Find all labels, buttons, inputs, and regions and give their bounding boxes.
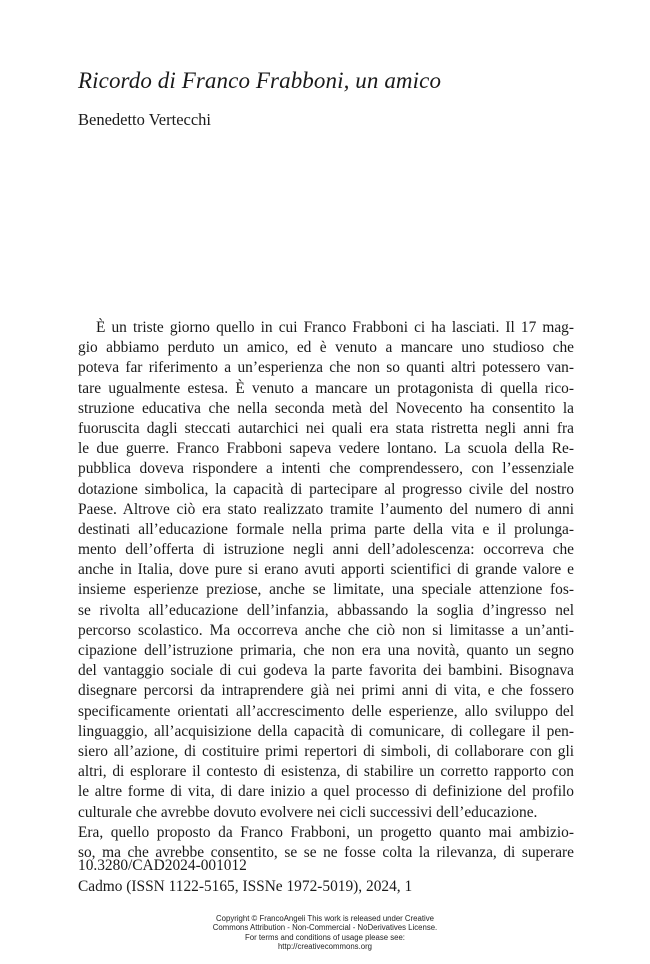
body-line: Paese. Altrove ciò era stato realizzato tramite l’aumento del numero di anni (78, 500, 574, 518)
body-line: anche in Italia, dove pure si erano avuti apporti scientifici di grande valore e (78, 561, 574, 579)
body-line: gio abbiamo perduto un amico, ed è venuto a mancare uno studioso che (78, 339, 574, 357)
body-line: poteva far riferimento a un’esperienza che non so quanti altri potessero van- (78, 359, 574, 377)
body-line: le altre forme di vita, di dare inizio a quel processo di definizione del profilo (78, 783, 574, 801)
body-line: fuoruscita dagli steccati autarchici nei quali era stata ristretta negli anni fra (78, 419, 574, 437)
body-line: del vantaggio sociale di cui godeva la parte favorita dei bambini. Bisognava (78, 662, 574, 680)
article-title: Ricordo di Franco Frabboni, un amico (78, 68, 442, 93)
body-line: Era, quello proposto da Franco Frabboni, un progetto quanto mai ambizio- (78, 823, 574, 841)
body-line: siero all’azione, di costituire primi repertori di simboli, di collaborare con gli (78, 742, 574, 760)
body-line: linguaggio, all’acquisizione della capacità di comunicare, di collegare il pen- (78, 722, 574, 740)
body-line: specificamente orientati all’accrescimento delle esperienze, allo sviluppo del (78, 702, 574, 720)
body-line: altri, di esplorare il contesto di esistenza, di stabilire un corretto rapporto con (78, 763, 574, 781)
article-body (78, 318, 574, 863)
body-line: le due guerre. Franco Frabboni sapeva vedere lontano. La scuola della Re- (78, 440, 574, 458)
body-line: tare ugualmente estesa. È venuto a mancare un protagonista di quella rico- (78, 379, 574, 397)
body-line: pubblica doveva rispondere a intenti che comprendessero, con l’essenziale (78, 460, 574, 478)
body-line: destinati all’educazione formale nella prima parte della vita e il prolunga- (78, 520, 574, 538)
copyright-line: Copyright © FrancoAngeli This work is released under Creative (216, 914, 434, 923)
body-line: cipazione dell’istruzione primaria, che non era una novità, quanto un segno (78, 642, 574, 659)
body-line: insieme esperienze preziose, anche se limitate, una speciale attenzione fos- (78, 581, 574, 599)
license-link[interactable]: http://creativecommons.org (277, 942, 373, 952)
body-line: dotazione simbolica, la capacità di partecipare al progresso civile del nostro (78, 480, 574, 498)
body-line: so, ma che avrebbe consentito, se se ne fosse colta la rilevanza, di superare (78, 843, 574, 861)
issn-line: Cadmo (ISSN 1122-5165, ISSNe 1972-5019), 2024, 1 (78, 878, 413, 895)
copyright-line: Commons Attribution - Non-Commercial - NoDerivatives License. (212, 923, 438, 933)
copyright-notice (160, 914, 490, 952)
body-line: percorso scolastico. Ma occorreva anche che ciò non si limitasse a un’anti- (78, 621, 574, 639)
body-line: culturale che avrebbe dovuto evolvere nei cicli successivi dell’educazione. (78, 803, 538, 821)
body-line: disegnare percorsi da intraprendere già nei primi anni di vita, e che fossero (78, 682, 574, 700)
body-line: se rivolta all’educazione dell’infanzia, abbassando la soglia d’ingresso nel (78, 601, 574, 619)
body-line: struzione educativa che nella seconda metà del Novecento ha consentito la (78, 399, 574, 417)
article-author: Benedetto Vertecchi (78, 110, 212, 129)
body-line: È un triste giorno quello in cui Franco Frabboni ci ha lasciati. Il 17 mag- (96, 319, 574, 336)
body-line: mento dell’offerta di istruzione negli anni dell’adolescenza: occorreva che (78, 541, 574, 559)
doi-line: 10.3280/CAD2024-001012 (78, 857, 247, 874)
copyright-line: For terms and conditions of usage please see: (245, 932, 405, 942)
